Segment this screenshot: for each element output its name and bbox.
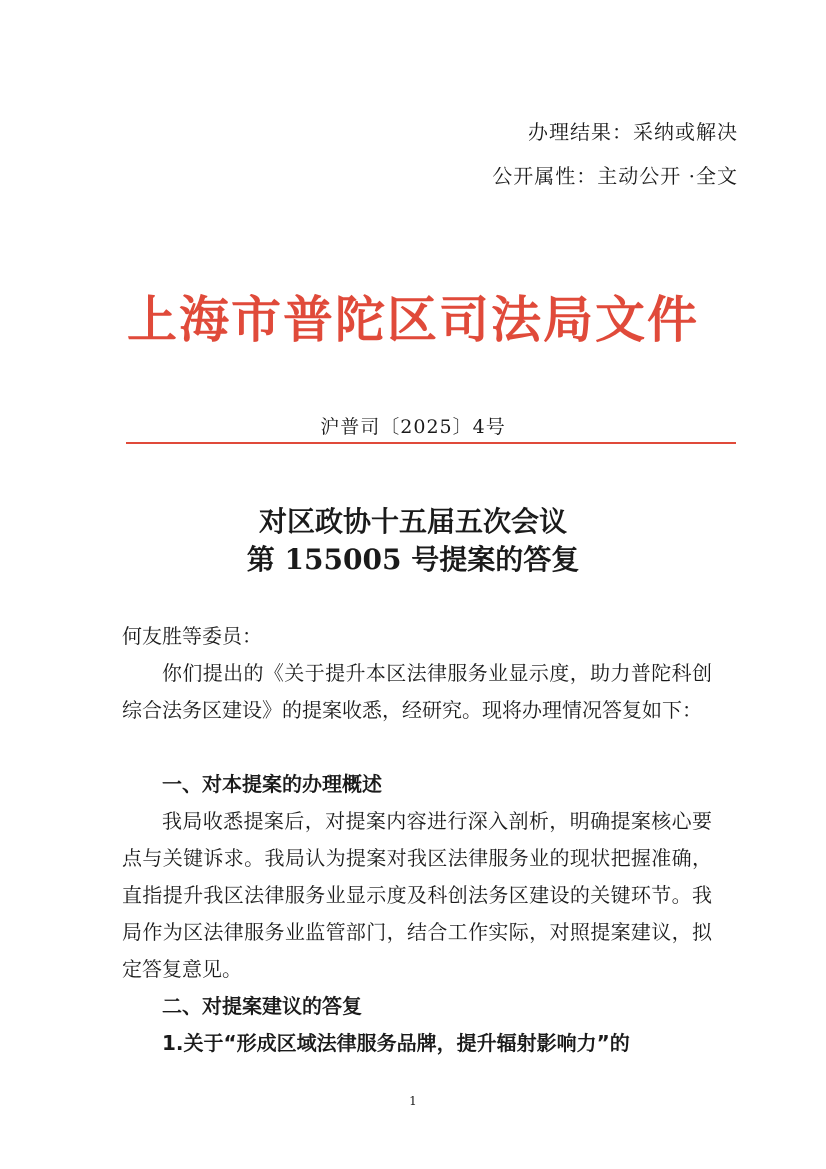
section-heading-overview: 一、对本提案的办理概述 [162, 772, 382, 796]
document-title-line2: 第 155005 号提案的答复 [246, 543, 580, 576]
handling-result: 办理结果：采纳或解决 [528, 120, 738, 144]
header-divider [126, 442, 736, 444]
salutation: 何友胜等委员： [122, 624, 262, 648]
issuer-header: 上海市普陀区司法局文件 [127, 290, 699, 349]
document-title-line1: 对区政协十五届五次会议 [258, 505, 567, 538]
page-number: 1 [409, 1094, 417, 1108]
section-heading-response: 二、对提案建议的答复 [162, 994, 362, 1018]
document-number: 沪普司〔2025〕4号 [320, 416, 506, 438]
body-paragraph-intro: 你们提出的《关于提升本区法律服务业显示度，助力普陀科创综合法务区建设》的提案收悉，经研究。现将办理情况答复如下： [122, 661, 712, 722]
response-item-1: 1.关于“形成区域法律服务品牌，提升辐射影响力”的 [162, 1031, 630, 1055]
body-paragraph-overview: 我局收悉提案后，对提案内容进行深入剖析，明确提案核心要点与关键诉求。我局认为提案对我区法律服务业的现状把握准确，直指提升我区法律服务业显示度及科创法务区建设的关键环节。我局作为区法律服务业监管部门，结合工作实际，对照提案建议，拟定答复意见。 [122, 809, 712, 981]
disclosure-attribute: 公开属性：主动公开 ·全文 [492, 164, 738, 188]
